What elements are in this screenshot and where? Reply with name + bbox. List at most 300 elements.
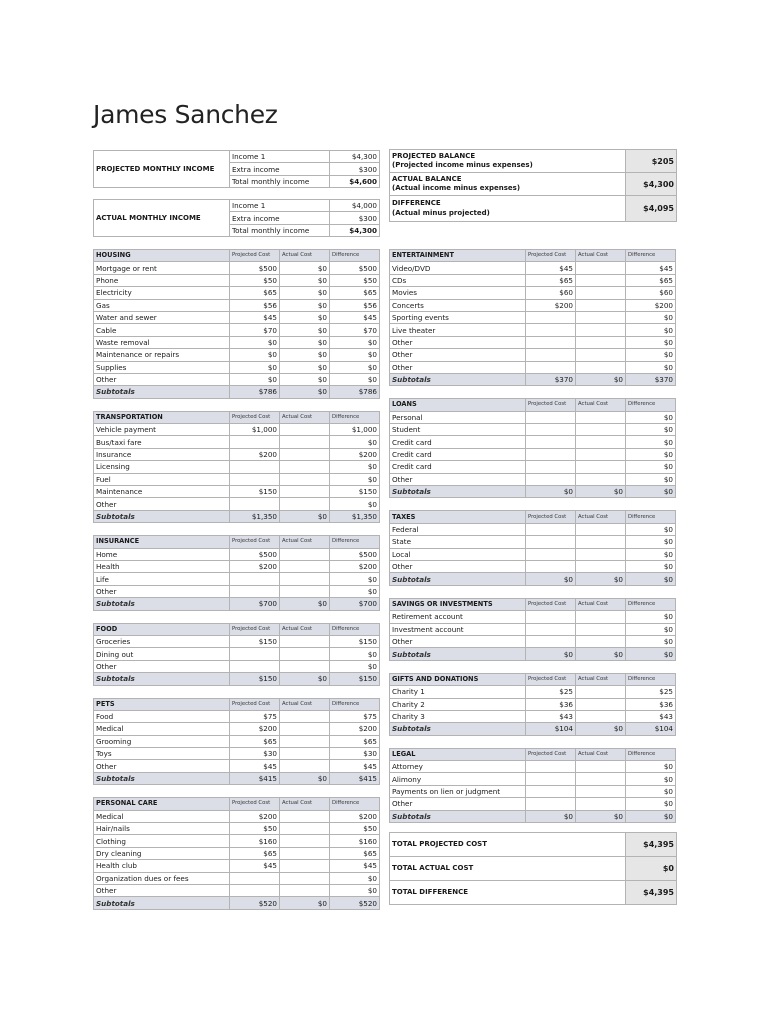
subtotal-difference: $150 [330,673,380,685]
projected-cost [526,536,576,548]
actual-cost: $0 [280,287,330,299]
row-label: Credit card [390,461,526,473]
difference: $0 [626,761,676,773]
subtotal-projected: $1,350 [230,510,280,522]
subtotal-projected: $0 [526,486,576,498]
actual-cost: $0 [280,324,330,336]
subtotal-difference: $0 [626,810,676,822]
actual-cost [280,847,330,859]
actual-cost [576,349,626,361]
table-row [94,336,380,348]
actual-cost [280,635,330,647]
row-label: Cable [94,324,230,336]
projected-cost [526,424,576,436]
column-header-projected: Projected Cost [526,598,576,610]
actual-cost [280,498,330,510]
subtotal-difference: $1,350 [330,510,380,522]
income-label: Extra income [230,212,330,224]
column-header-projected: Projected Cost [230,250,280,262]
table-row [390,560,676,572]
actual-cost [576,536,626,548]
projected-cost: $75 [230,710,280,722]
table-row [390,698,676,710]
actual-cost [576,274,626,286]
table-row [390,324,676,336]
column-header-difference: Difference [330,250,380,262]
difference: $65 [330,287,380,299]
row-label: Sporting events [390,311,526,323]
projected-cost [526,560,576,572]
projected-cost: $200 [526,299,576,311]
projected-cost [526,411,576,423]
actual-cost [280,473,330,485]
row-label: Grooming [94,735,230,747]
projected-cost: $0 [230,349,280,361]
actual-cost: $0 [280,361,330,373]
column-header-difference: Difference [330,536,380,548]
actual-cost: $0 [280,373,330,385]
row-label: Licensing [94,461,230,473]
table-row [94,635,380,647]
table-row [94,274,380,286]
row-label: Hair/nails [94,823,230,835]
row-label: Credit card [390,448,526,460]
actual-cost [576,287,626,299]
difference: $0 [626,311,676,323]
row-label: Charity 2 [390,698,526,710]
difference: $0 [330,373,380,385]
section-personal-care [93,797,380,910]
column-header-difference: Difference [626,748,676,760]
projected-cost: $160 [230,835,280,847]
projected-cost: $150 [230,635,280,647]
actual-cost [576,311,626,323]
actual-cost [576,635,626,647]
actual-cost [576,299,626,311]
subtotal-projected: $370 [526,373,576,385]
projected-cost [230,498,280,510]
row-label: Other [390,560,526,572]
actual-cost [280,735,330,747]
table-row [94,324,380,336]
difference: $0 [626,560,676,572]
row-label: Health [94,560,230,572]
subtotal-projected: $0 [526,810,576,822]
difference: $60 [626,287,676,299]
row-label: Charity 3 [390,710,526,722]
section-taxes [389,510,676,585]
row-label: Other [390,336,526,348]
balance-block [389,149,677,222]
subtotal-actual: $0 [280,386,330,398]
row-label: Charity 1 [390,686,526,698]
actual-cost [280,884,330,896]
projected-cost [230,884,280,896]
difference: $45 [626,262,676,274]
table-row [94,648,380,660]
table-row [390,424,676,436]
table-row [390,798,676,810]
row-label: Dining out [94,648,230,660]
table-row [94,361,380,373]
row-label: Other [390,798,526,810]
total-difference-label: TOTAL DIFFERENCE [390,881,626,905]
column-header-projected: Projected Cost [526,399,576,411]
row-label: Alimony [390,773,526,785]
projected-cost [526,773,576,785]
balance-title: ACTUAL BALANCE [392,174,462,183]
income-total: $4,300 [330,224,380,236]
subtotal-difference: $0 [626,486,676,498]
table-row [94,262,380,274]
section-header: ENTERTAINMENT [390,250,526,262]
subtotal-label: Subtotals [390,573,526,585]
table-row [94,473,380,485]
column-header-actual: Actual Cost [576,399,626,411]
subtotal-label: Subtotals [390,486,526,498]
section-header: INSURANCE [94,536,230,548]
table-row [94,373,380,385]
column-header-actual: Actual Cost [280,623,330,635]
projected-cost: $200 [230,448,280,460]
difference: $50 [330,274,380,286]
column-header-projected: Projected Cost [230,698,280,710]
projected-cost [230,872,280,884]
column-header-actual: Actual Cost [576,673,626,685]
table-row [94,548,380,560]
column-header-projected: Projected Cost [526,511,576,523]
subtotal-actual: $0 [280,673,330,685]
income-label: Total monthly income [230,224,330,236]
projected-cost [526,523,576,535]
difference: $50 [330,823,380,835]
table-row [390,761,676,773]
difference: $0 [626,548,676,560]
projected-cost [526,448,576,460]
row-label: Maintenance or repairs [94,349,230,361]
projected-income-block [93,150,380,188]
total-actual-value: $0 [626,857,677,881]
difference: $0 [330,872,380,884]
balance-value: $4,095 [626,196,677,222]
actual-cost [576,548,626,560]
projected-cost [526,798,576,810]
subtotal-difference: $0 [626,648,676,660]
table-row [390,623,676,635]
table-row [94,884,380,896]
difference: $0 [330,336,380,348]
subtotal-actual: $0 [576,573,626,585]
table-row [390,336,676,348]
table-row [94,436,380,448]
projected-cost [230,461,280,473]
subtotal-difference: $700 [330,598,380,610]
difference: $56 [330,299,380,311]
actual-cost [576,698,626,710]
subtotal-actual: $0 [576,373,626,385]
actual-cost: $0 [280,274,330,286]
actual-cost [576,611,626,623]
row-label: Personal [390,411,526,423]
actual-cost [576,560,626,572]
row-label: Investment account [390,623,526,635]
difference: $0 [330,436,380,448]
column-header-difference: Difference [626,511,676,523]
projected-cost: $25 [526,686,576,698]
row-label: Fuel [94,473,230,485]
table-row [390,611,676,623]
actual-cost [576,336,626,348]
difference: $25 [626,686,676,698]
difference: $0 [626,349,676,361]
difference: $0 [626,324,676,336]
actual-cost: $0 [280,262,330,274]
difference: $0 [626,448,676,460]
row-label: Local [390,548,526,560]
column-header-difference: Difference [626,673,676,685]
row-label: Phone [94,274,230,286]
row-label: Live theater [390,324,526,336]
actual-cost [280,810,330,822]
column-header-projected: Projected Cost [230,536,280,548]
projected-cost: $45 [230,311,280,323]
actual-cost: $0 [280,311,330,323]
column-header-actual: Actual Cost [280,536,330,548]
table-row [390,461,676,473]
subtotal-difference: $104 [626,723,676,735]
subtotal-projected: $415 [230,772,280,784]
row-label: Retirement account [390,611,526,623]
difference: $65 [330,735,380,747]
table-row [94,560,380,572]
subtotal-label: Subtotals [94,772,230,784]
actual-cost [280,723,330,735]
table-row [390,299,676,311]
section-insurance [93,535,380,610]
projected-cost [526,635,576,647]
section-food [93,623,380,686]
actual-cost [280,760,330,772]
projected-cost [230,660,280,672]
row-label: State [390,536,526,548]
column-header-projected: Projected Cost [230,798,280,810]
difference: $160 [330,835,380,847]
row-label: Other [94,373,230,385]
difference: $0 [626,635,676,647]
row-label: Other [390,361,526,373]
row-label: Medical [94,810,230,822]
difference: $150 [330,486,380,498]
column-header-actual: Actual Cost [280,698,330,710]
projected-cost [526,336,576,348]
section-header: LOANS [390,399,526,411]
subtotal-label: Subtotals [94,897,230,909]
balance-label [390,150,626,173]
section-header: GIFTS AND DONATIONS [390,673,526,685]
table-row [390,349,676,361]
difference: $0 [626,473,676,485]
projected-cost [526,548,576,560]
actual-cost [280,461,330,473]
subtotal-projected: $0 [526,648,576,660]
row-label: Credit card [390,436,526,448]
projected-cost [526,785,576,797]
right-expense-column [389,249,676,835]
projected-cost: $150 [230,486,280,498]
projected-cost: $0 [230,336,280,348]
row-label: Water and sewer [94,311,230,323]
table-row [94,461,380,473]
section-header: SAVINGS OR INVESTMENTS [390,598,526,610]
difference: $36 [626,698,676,710]
difference: $0 [330,473,380,485]
difference: $0 [626,773,676,785]
difference: $1,000 [330,424,380,436]
actual-cost [576,773,626,785]
actual-cost: $0 [280,349,330,361]
actual-cost [576,436,626,448]
difference: $43 [626,710,676,722]
actual-cost [576,623,626,635]
table-row [94,299,380,311]
actual-cost [280,660,330,672]
section-header: PERSONAL CARE [94,798,230,810]
difference: $0 [330,884,380,896]
table-row [94,585,380,597]
projected-cost [526,473,576,485]
difference: $0 [626,611,676,623]
projected-cost: $50 [230,823,280,835]
section-header: PETS [94,698,230,710]
table-row [390,274,676,286]
row-label: Supplies [94,361,230,373]
subtotal-difference: $0 [626,573,676,585]
subtotal-projected: $0 [526,573,576,585]
difference: $45 [330,760,380,772]
actual-cost: $0 [280,299,330,311]
difference: $0 [626,798,676,810]
actual-cost [576,473,626,485]
row-label: Other [94,884,230,896]
projected-cost: $200 [230,560,280,572]
difference: $0 [330,361,380,373]
section-header: TAXES [390,511,526,523]
column-header-projected: Projected Cost [526,673,576,685]
table-row [94,748,380,760]
actual-cost [280,424,330,436]
row-label: Attorney [390,761,526,773]
row-label: Movies [390,287,526,299]
table-row [94,723,380,735]
column-header-difference: Difference [330,411,380,423]
actual-cost [576,448,626,460]
total-projected-value: $4,395 [626,833,677,857]
subtotal-actual: $0 [280,510,330,522]
row-label: Payments on lien or judgment [390,785,526,797]
income-value: $300 [330,163,380,175]
section-savings-or-investments [389,598,676,661]
table-row [390,523,676,535]
subtotal-label: Subtotals [94,673,230,685]
row-label: Groceries [94,635,230,647]
actual-cost [280,823,330,835]
column-header-difference: Difference [330,623,380,635]
section-header: HOUSING [94,250,230,262]
table-row [94,823,380,835]
projected-cost: $36 [526,698,576,710]
actual-cost [576,710,626,722]
projected-cost: $56 [230,299,280,311]
projected-cost: $65 [526,274,576,286]
projected-cost: $0 [230,373,280,385]
row-label: Dry cleaning [94,847,230,859]
balance-label [390,173,626,196]
subtotal-actual: $0 [576,486,626,498]
subtotal-label: Subtotals [94,510,230,522]
difference: $0 [330,648,380,660]
actual-cost [576,461,626,473]
table-row [94,287,380,299]
section-gifts-and-donations [389,673,676,736]
actual-income-label: ACTUAL MONTHLY INCOME [94,200,230,237]
column-header-difference: Difference [626,598,676,610]
table-row [94,448,380,460]
row-label: Video/DVD [390,262,526,274]
column-header-actual: Actual Cost [280,250,330,262]
projected-cost [526,623,576,635]
table-row [94,872,380,884]
projected-cost [526,324,576,336]
column-header-actual: Actual Cost [576,748,626,760]
projected-cost: $1,000 [230,424,280,436]
balance-title: DIFFERENCE [392,199,441,207]
projected-cost: $30 [230,748,280,760]
table-row [94,486,380,498]
section-legal [389,748,676,823]
actual-cost [576,262,626,274]
subtotal-label: Subtotals [390,810,526,822]
row-label: Other [94,760,230,772]
actual-cost [576,361,626,373]
column-header-projected: Projected Cost [526,250,576,262]
total-difference-value: $4,395 [626,881,677,905]
difference: $0 [626,785,676,797]
row-label: Other [390,473,526,485]
column-header-projected: Projected Cost [526,748,576,760]
difference: $200 [626,299,676,311]
subtotal-label: Subtotals [390,723,526,735]
table-row [390,785,676,797]
table-row [94,424,380,436]
column-header-actual: Actual Cost [280,798,330,810]
subtotal-difference: $520 [330,897,380,909]
row-label: Toys [94,748,230,760]
column-header-actual: Actual Cost [576,511,626,523]
difference: $0 [626,424,676,436]
difference: $200 [330,448,380,460]
subtotal-actual: $0 [280,772,330,784]
table-row [390,710,676,722]
projected-cost: $60 [526,287,576,299]
actual-cost [576,798,626,810]
subtotal-label: Subtotals [390,648,526,660]
projected-cost [230,436,280,448]
row-label: Electricity [94,287,230,299]
actual-cost: $0 [280,336,330,348]
difference: $0 [330,498,380,510]
table-row [94,735,380,747]
subtotal-actual: $0 [576,723,626,735]
